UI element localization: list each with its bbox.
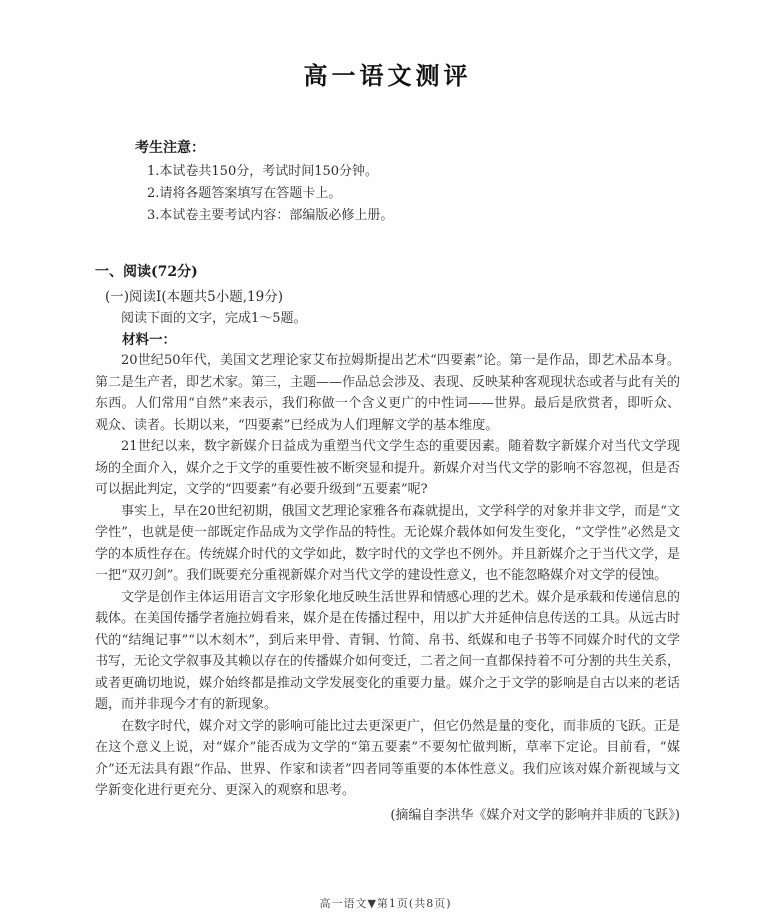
source-attribution: (摘编自李洪华《媒介对文学的影响并非质的飞跃》) xyxy=(390,807,680,823)
body-paragraph: 21世纪以来，数字新媒介日益成为重塑当代文学生态的重要因素。随着数字新媒介对当代文学现场的全面介入，媒介之于文学的重要性被不断突显和提升。新媒介对当代文学的影响不容忽视，但是否可以据此判定，文学的“四要素”有必要升级到“五要素”呢? xyxy=(95,439,681,497)
reading-instruction: 阅读下面的文字，完成1～5题。 xyxy=(121,311,307,326)
material-label: 材料一： xyxy=(122,332,176,348)
page-footer: 高一语文▼第1页(共8页) xyxy=(319,897,452,910)
section-heading: 一、阅读(72分) xyxy=(95,264,198,280)
subsection-heading: (一)阅读Ⅰ(本题共5小题,19分) xyxy=(105,289,283,305)
body-paragraph: 文学是创作主体运用语言文字形象化地反映生活世界和情感心理的艺术。媒介是承载和传递信息的载体。在美国传播学者施拉姆看来，媒介是在传播过程中，用以扩大并延伸信息传送的工具。从远古时代的“结绳记事”“以木刻木”，到后来甲骨、青铜、竹简、帛书、纸媒和电子书等不同媒介时代的文学书写，无论文学叙事及其赖以存在的传播媒介如何变迁，二者之间一直都保持着不可分割的共生关系，或者更确切地说，媒介始终都是推动文学发展变化的重要力量。媒介之于文学的影响是自古以来的老话题，而并非现今才有的新现象。 xyxy=(95,589,681,712)
body-paragraph: 事实上，早在20世纪初期，俄国文艺理论家雅各布森就提出，文学科学的对象并非文学，而是“文学性”，也就是使一部既定作品成为文学作品的特性。无论媒介载体如何发生变化，“文学性”必然是文学的本质性存在。传统媒介时代的文学如此，数字时代的文学也不例外。并且新媒介之于当代文学，是一把“双刃剑”。我们既要充分重视新媒介对当代文学的建设性意义，也不能忽略媒介对文学的侵蚀。 xyxy=(95,503,681,583)
candidate-notice xyxy=(135,137,680,227)
notice-heading: 考生注意： xyxy=(135,140,205,156)
body-paragraph: 在数字时代，媒介对文学的影响可能比过去更深更广，但它仍然是量的变化，而非质的飞跃。正是在这个意义上说，对“媒介”能否成为文学的“第五要素”不要匆忙做判断，草率下定论。目前看，“媒介”还无法具有跟“作品、世界、作家和读者”四者同等重要的本体性意义。我们应该对媒介新视域与文学新变化进行更充分、更深入的观察和思考。 xyxy=(95,718,681,798)
notice-item: 3.本试卷主要考试内容：部编版必修上册。 xyxy=(147,208,394,223)
page-title: 高一语文测评 xyxy=(303,61,472,90)
notice-item: 2.请将各题答案填写在答题卡上。 xyxy=(147,186,342,201)
body-paragraph: 20世纪50年代，美国文艺理论家艾布拉姆斯提出艺术“四要素”论。第一是作品，即艺术品本身。第二是生产者，即艺术家。第三，主题——作品总会涉及、表现、反映某种客观现状态或者与此有关的东西。人们常用“自然”来表示，我们称做一个含义更广的中性词——世界。最后是欣赏者，即听众、观众、读者。长期以来，“四要素”已经成为人们理解文学的基本维度。 xyxy=(95,353,681,433)
notice-item: 1.本试卷共150分，考试时间150分钟。 xyxy=(147,164,379,179)
